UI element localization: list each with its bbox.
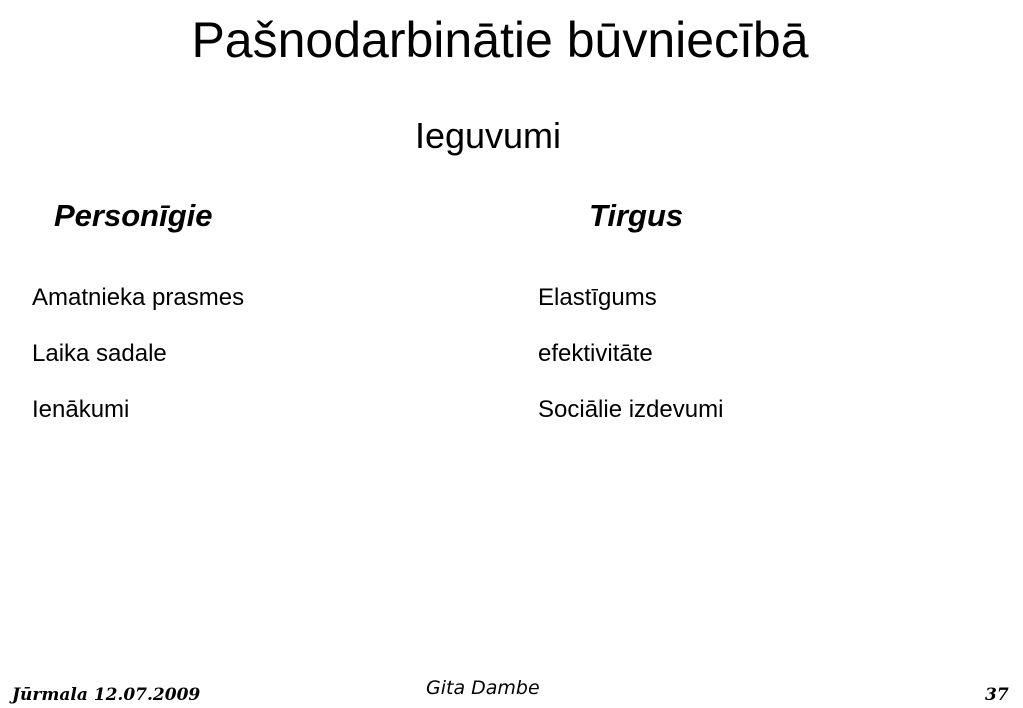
footer-place-date: Jūrmala 12.07.2009 [12, 685, 201, 705]
column-heading-personal: Personīgie [54, 198, 213, 233]
footer-author: Gita Dambe [426, 677, 540, 699]
slide-title: Pašnodarbinātie būvniecībā [191, 12, 809, 68]
list-item: Ienākumi [32, 396, 130, 423]
market-benefits-list [538, 283, 723, 451]
personal-benefits-list [32, 283, 244, 451]
list-item: Sociālie izdevumi [538, 396, 724, 423]
page-number: 37 [985, 685, 1009, 705]
list-item: efektivitāte [538, 340, 653, 367]
list-item: Amatnieka prasmes [32, 284, 245, 311]
column-heading-market: Tirgus [589, 198, 684, 233]
slide-subtitle: Ieguvumi [414, 115, 562, 156]
list-item: Elastīgums [538, 284, 657, 311]
list-item: Laika sadale [32, 340, 167, 367]
